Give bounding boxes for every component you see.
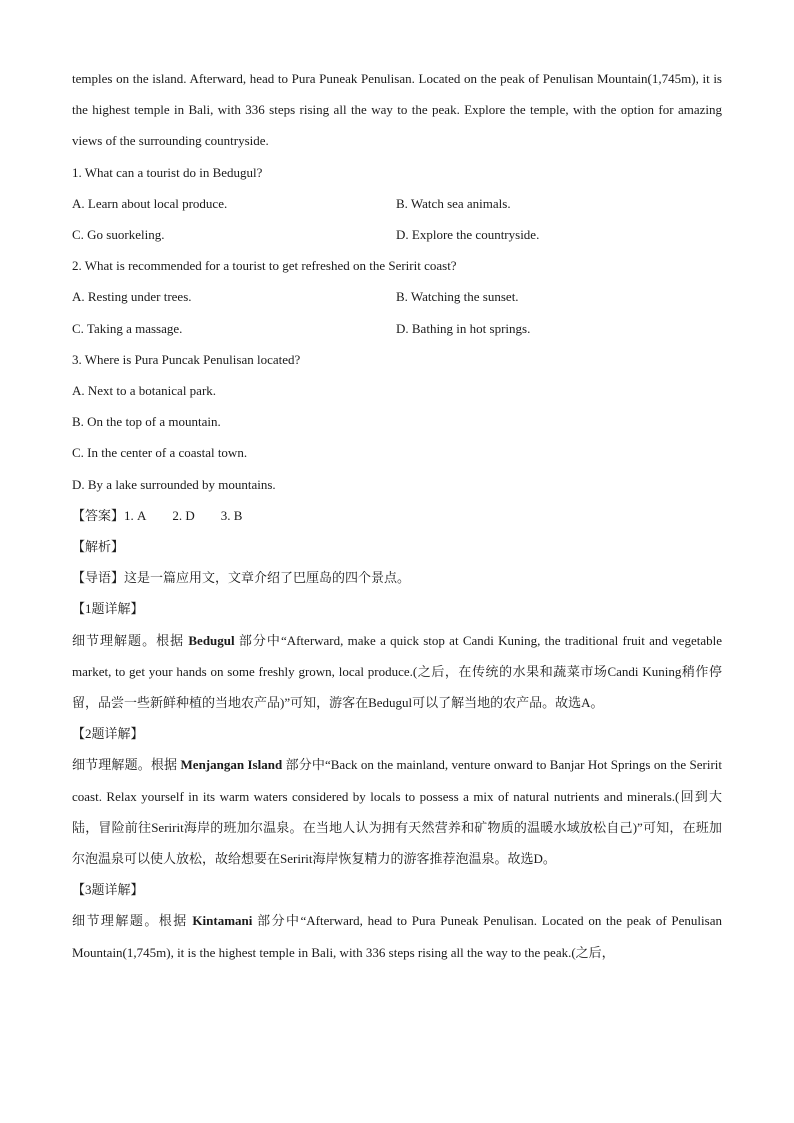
guide-line (72, 562, 722, 593)
detail-2-section: Menjangan Island (180, 757, 283, 773)
answer-1: 1. A (124, 507, 147, 523)
detail-2-label: 【2题详解】 (72, 726, 144, 742)
answer-2: 2. D (172, 507, 195, 523)
answer-line (72, 500, 722, 531)
detail-2-post: 部分中“Back on the mainland, venture onward to Banjar Hot Springs on the Seririt coast. Relax yourself in its warm waters considered by locals to possess a mix of natural nutrients and minerals.(回到大陆，冒险前往Seririt海岸的班加尔温泉。在当地人认为拥有天然营养和矿物质的温暖水域放松自己)”可知，在班加尔泡温泉可以使人放松，故给想要在Seririt海岸恢复精力的游客推荐泡温泉。故选D。 (72, 757, 722, 867)
guide-text: 这是一篇应用文，文章介绍了巴厘岛的四个景点。 (124, 570, 411, 586)
question-3-option-c: C. In the center of a coastal town. (72, 445, 248, 461)
question-3-stem: 3. Where is Pura Puncak Penulisan located? (72, 351, 301, 367)
detail-1-label: 【1题详解】 (72, 601, 144, 617)
detail-1-pre: 细节理解题。根据 (72, 632, 189, 648)
detail-1-section: Bedugul (188, 632, 235, 648)
detail-3-text (72, 905, 722, 967)
detail-1-text (72, 625, 722, 719)
guide-label: 【导语】 (72, 570, 125, 586)
question-2-option-a: A. Resting under trees. (72, 289, 192, 305)
question-1-stem: 1. What can a tourist do in Bedugul? (72, 164, 263, 180)
question-2-stem: 2. What is recommended for a tourist to get refreshed on the Seririt coast? (72, 258, 457, 274)
question-2-options-row-2 (72, 313, 722, 344)
question-3-option-a: A. Next to a botanical park. (72, 383, 217, 399)
question-1-option-a: A. Learn about local produce. (72, 195, 228, 211)
question-1-option-d: D. Explore the countryside. (396, 227, 540, 243)
detail-1-post: 部分中“Afterward, make a quick stop at Candi Kuning, the traditional fruit and vegetable market, to get your hands on some freshly grown, local produce.(之后，在传统的水果和蔬菜市场Candi Kuning稍作停留，品尝一些新鲜种植的当地农产品)”可知，游客在Bedugul可以了解当地的农产品。故选A。 (72, 632, 722, 711)
question-1-option-c: C. Go suorkeling. (72, 227, 165, 243)
detail-3-post: 部分中“Afterward, head to Pura Puneak Penulisan. Located on the peak of Penulisan Mountain(1,745m), it is the highest temple in Bali, with 336 steps rising all the way to the peak.(之后， (72, 913, 722, 960)
question-2-option-d: D. Bathing in hot springs. (396, 320, 531, 336)
question-2-option-c: C. Taking a massage. (72, 320, 183, 336)
question-3-option-d: D. By a lake surrounded by mountains. (72, 476, 276, 492)
document-page (72, 63, 722, 968)
answer-3: 3. B (220, 507, 243, 523)
detail-3-pre: 细节理解题。根据 (72, 913, 193, 929)
analysis-label: 【解析】 (72, 539, 125, 555)
answer-label: 【答案】 (72, 507, 125, 523)
detail-2-pre: 细节理解题。根据 (72, 757, 181, 773)
question-2-option-b: B. Watching the sunset. (396, 289, 519, 305)
detail-2-text (72, 749, 722, 874)
detail-3-label: 【3题详解】 (72, 882, 144, 898)
question-1-option-b: B. Watch sea animals. (396, 195, 511, 211)
passage-tail: temples on the island. Afterward, head to Pura Puneak Penulisan. Located on the peak of Penulisan Mountain(1,745m), it is the highest temple in Bali, with 336 steps rising all the way to the peak. Explore the temple, with the option for amazing views of the surrounding countryside. (72, 71, 722, 149)
detail-3-section: Kintamani (192, 913, 253, 929)
question-2-options-row-1 (72, 281, 722, 312)
question-3-option-b: B. On the top of a mountain. (72, 414, 221, 430)
question-1-options-row-1 (72, 188, 722, 219)
question-1-options-row-2 (72, 219, 722, 250)
